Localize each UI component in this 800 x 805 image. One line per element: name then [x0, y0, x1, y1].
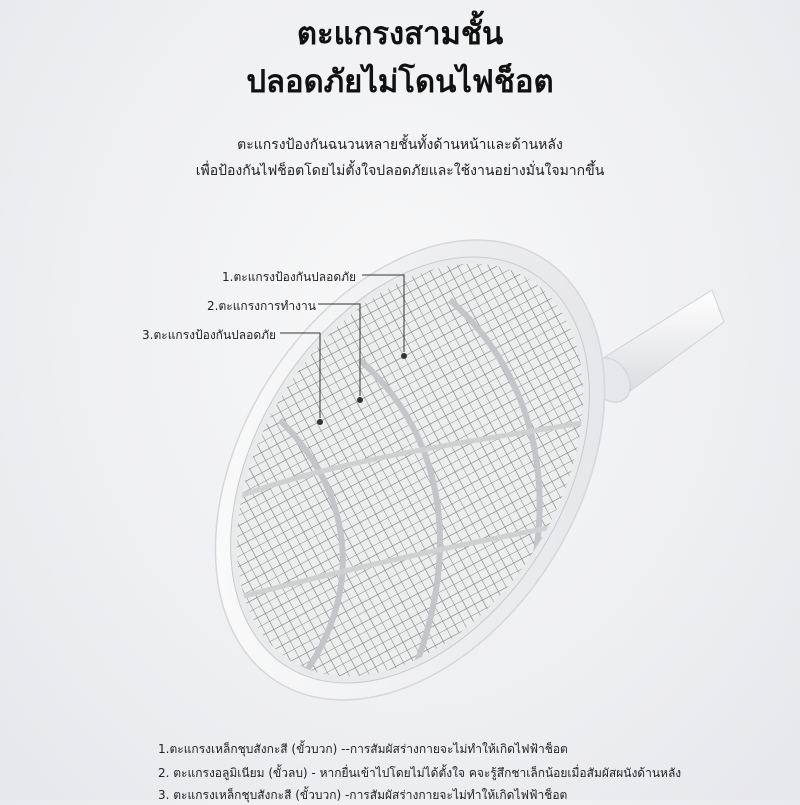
note-line-1: 1.ตะแกรงเหล็กชุบสังกะสี (ขั้วบวก) --การสัมผัสร่างกายจะไม่ทำให้เกิดไฟฟ้าช็อต — [158, 742, 568, 756]
callout-label-2: 2.ตะแกรงการทำงาน — [207, 299, 316, 313]
headline-line-2: ปลอดภัยไม่โดนไฟช็อต — [246, 64, 554, 100]
note-line-3: 3. ตะแกรงเหล็กชุบสังกะสี (ขั้วบวก) -การสัมผัสร่างกายจะไม่ทำให้เกิดไฟฟ้าช็อต — [158, 788, 568, 802]
note-line-2: 2. ตะแกรงอลูมิเนียม (ขั้วลบ) - หากยื่นเข้าไปโดยไม่ได้ตั้งใจ คจะรู้สึกชาเล็กน้อยเมื่อสัมผัสผนังด้านหลัง — [158, 766, 682, 780]
callout-label-1: 1.ตะแกรงป้องกันปลอดภัย — [222, 270, 357, 284]
headline-line-1: ตะแกรงสามชั้น — [296, 16, 504, 52]
callout-label-3: 3.ตะแกรงป้องกันปลอดภัย — [142, 328, 277, 342]
subtitle-line-1: ตะแกรงป้องกันฉนวนหลายชั้นทั้งด้านหน้าและด้านหลัง — [237, 137, 563, 153]
subtitle-line-2: เพื่อป้องกันไฟช็อตโดยไม่ตั้งใจปลอดภัยและใช้งานอย่างมั่นใจมากขึ้น — [195, 163, 605, 179]
